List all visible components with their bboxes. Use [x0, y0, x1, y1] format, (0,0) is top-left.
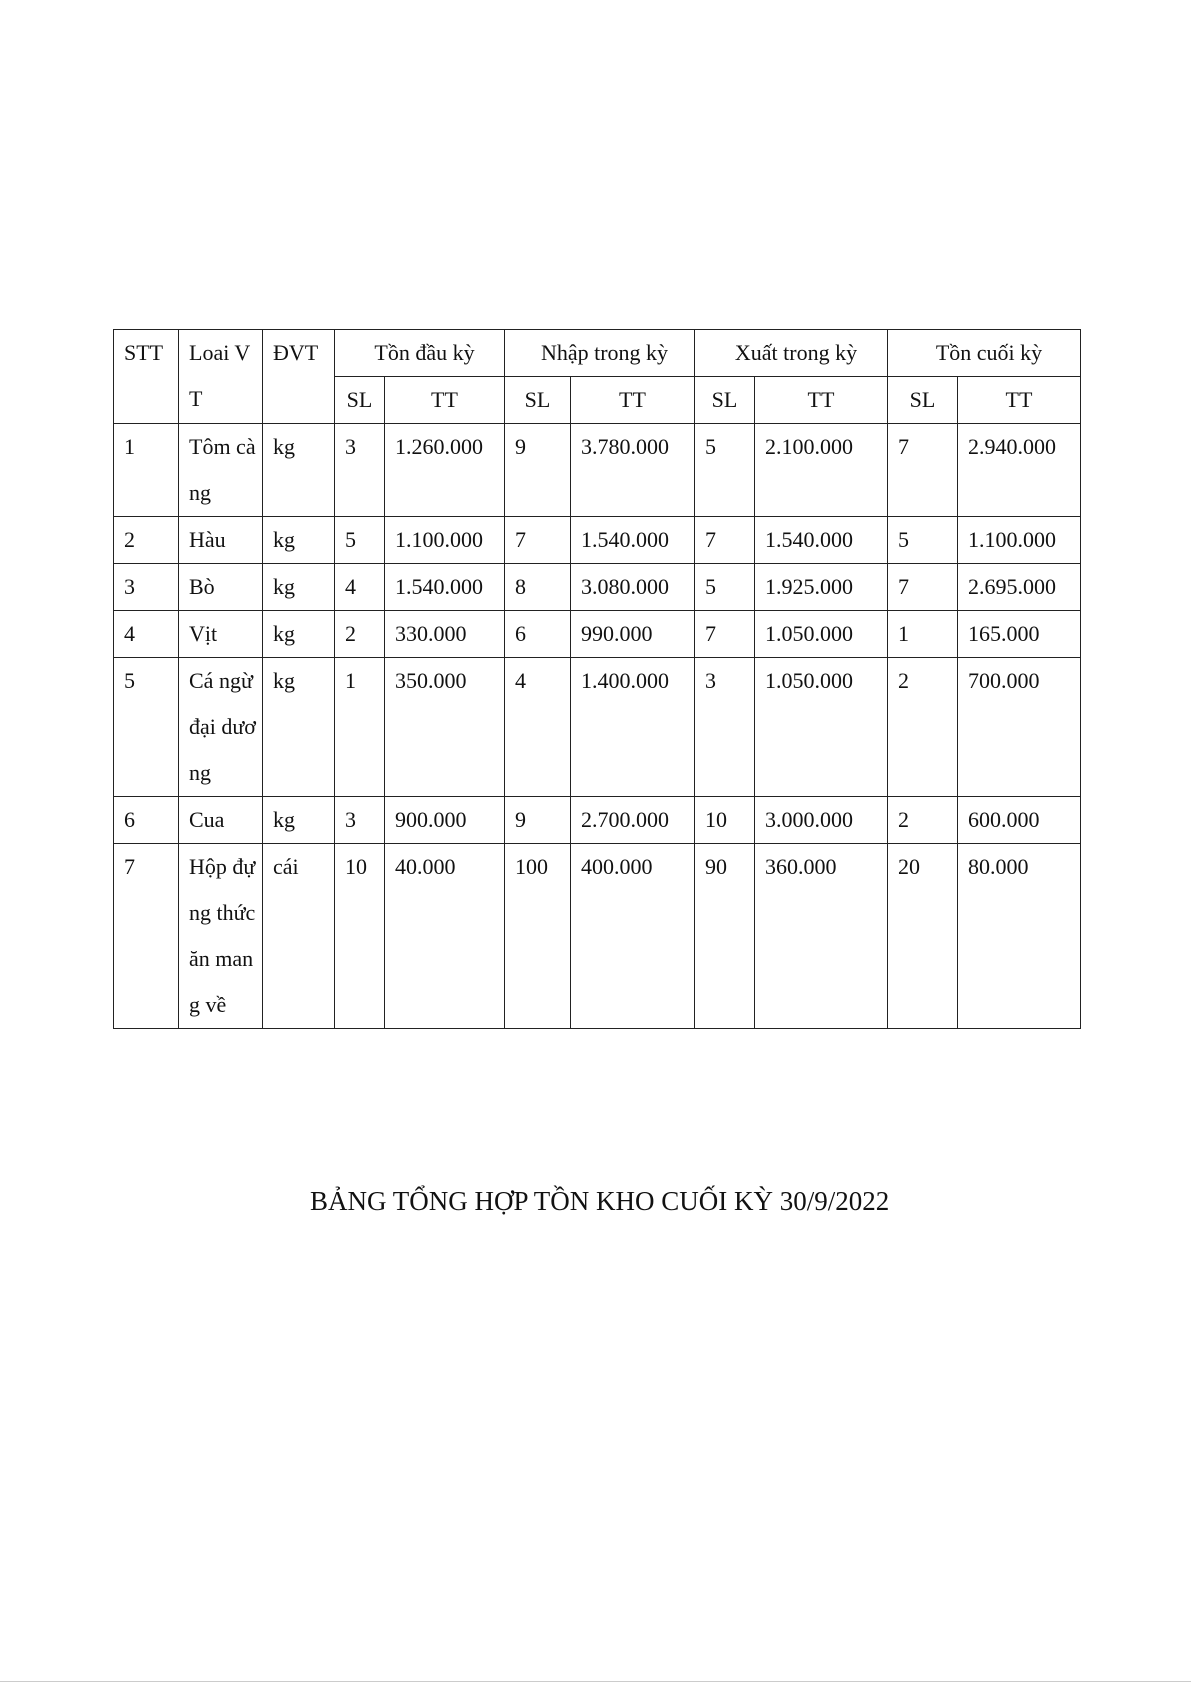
cell-unit: kg: [263, 517, 335, 564]
cell-opening-amount: 1.100.000: [385, 517, 505, 564]
cell-import-qty: 9: [505, 797, 571, 844]
cell-export-amount: 1.050.000: [755, 658, 888, 797]
cell-opening-amount: 40.000: [385, 844, 505, 1029]
cell-closing-amount: 600.000: [958, 797, 1081, 844]
cell-import-amount: 990.000: [571, 611, 695, 658]
subheader-tt: TT: [571, 377, 695, 424]
cell-unit: kg: [263, 424, 335, 517]
header-row-1: [114, 330, 1081, 377]
cell-stt: 6: [114, 797, 179, 844]
subheader-sl: SL: [335, 377, 385, 424]
cell-opening-amount: 350.000: [385, 658, 505, 797]
cell-unit: kg: [263, 611, 335, 658]
cell-item-name: Hộp đựng thức ăn mang về: [179, 844, 263, 1029]
cell-export-qty: 7: [695, 517, 755, 564]
cell-import-qty: 8: [505, 564, 571, 611]
cell-closing-qty: 2: [888, 658, 958, 797]
table-row: [114, 797, 1081, 844]
cell-closing-amount: 1.100.000: [958, 517, 1081, 564]
subheader-tt: TT: [958, 377, 1081, 424]
cell-export-amount: 2.100.000: [755, 424, 888, 517]
cell-export-qty: 5: [695, 424, 755, 517]
cell-opening-amount: 1.540.000: [385, 564, 505, 611]
cell-export-amount: 1.925.000: [755, 564, 888, 611]
cell-opening-qty: 3: [335, 424, 385, 517]
cell-export-amount: 1.050.000: [755, 611, 888, 658]
subheader-sl: SL: [888, 377, 958, 424]
cell-unit: kg: [263, 797, 335, 844]
cell-closing-qty: 2: [888, 797, 958, 844]
subheader-tt: TT: [755, 377, 888, 424]
table-row: [114, 611, 1081, 658]
header-dvt: ĐVT: [263, 330, 335, 424]
table-row: [114, 658, 1081, 797]
table-row: [114, 564, 1081, 611]
cell-closing-qty: 7: [888, 564, 958, 611]
cell-opening-qty: 10: [335, 844, 385, 1029]
cell-export-amount: 1.540.000: [755, 517, 888, 564]
cell-stt: 7: [114, 844, 179, 1029]
cell-import-qty: 6: [505, 611, 571, 658]
cell-item-name: Hàu: [179, 517, 263, 564]
cell-import-amount: 2.700.000: [571, 797, 695, 844]
table-row: [114, 424, 1081, 517]
cell-opening-amount: 330.000: [385, 611, 505, 658]
cell-unit: kg: [263, 564, 335, 611]
header-nhap-trong-ky: Nhập trong kỳ: [505, 330, 695, 377]
cell-import-qty: 100: [505, 844, 571, 1029]
subheader-sl: SL: [695, 377, 755, 424]
cell-export-qty: 7: [695, 611, 755, 658]
cell-unit: kg: [263, 658, 335, 797]
cell-closing-amount: 165.000: [958, 611, 1081, 658]
cell-import-qty: 4: [505, 658, 571, 797]
cell-import-amount: 400.000: [571, 844, 695, 1029]
subheader-sl: SL: [505, 377, 571, 424]
cell-import-amount: 3.780.000: [571, 424, 695, 517]
cell-opening-qty: 5: [335, 517, 385, 564]
cell-item-name: Cua: [179, 797, 263, 844]
cell-import-amount: 1.400.000: [571, 658, 695, 797]
cell-export-qty: 5: [695, 564, 755, 611]
cell-unit: cái: [263, 844, 335, 1029]
subheader-tt: TT: [385, 377, 505, 424]
cell-opening-qty: 4: [335, 564, 385, 611]
cell-closing-qty: 7: [888, 424, 958, 517]
header-xuat-trong-ky: Xuất trong kỳ: [695, 330, 888, 377]
cell-stt: 5: [114, 658, 179, 797]
table-row: [114, 844, 1081, 1029]
cell-import-qty: 7: [505, 517, 571, 564]
cell-closing-amount: 80.000: [958, 844, 1081, 1029]
cell-item-name: Tôm càng: [179, 424, 263, 517]
cell-item-name: Cá ngừ đại dương: [179, 658, 263, 797]
table-row: [114, 517, 1081, 564]
cell-stt: 1: [114, 424, 179, 517]
cell-export-amount: 3.000.000: [755, 797, 888, 844]
cell-export-qty: 10: [695, 797, 755, 844]
cell-import-amount: 3.080.000: [571, 564, 695, 611]
cell-opening-amount: 1.260.000: [385, 424, 505, 517]
cell-export-amount: 360.000: [755, 844, 888, 1029]
cell-opening-amount: 900.000: [385, 797, 505, 844]
cell-export-qty: 90: [695, 844, 755, 1029]
table-caption: BẢNG TỔNG HỢP TỒN KHO CUỐI KỲ 30/9/2022: [310, 1186, 890, 1216]
header-loai-vt: Loai VT: [179, 330, 263, 424]
cell-item-name: Vịt: [179, 611, 263, 658]
cell-stt: 3: [114, 564, 179, 611]
cell-closing-qty: 5: [888, 517, 958, 564]
cell-opening-qty: 3: [335, 797, 385, 844]
header-ton-dau-ky: Tồn đầu kỳ: [335, 330, 505, 377]
cell-closing-amount: 700.000: [958, 658, 1081, 797]
cell-stt: 2: [114, 517, 179, 564]
cell-opening-qty: 1: [335, 658, 385, 797]
cell-import-qty: 9: [505, 424, 571, 517]
page-bottom-rule: [0, 1681, 1191, 1682]
cell-import-amount: 1.540.000: [571, 517, 695, 564]
cell-closing-qty: 1: [888, 611, 958, 658]
cell-closing-amount: 2.940.000: [958, 424, 1081, 517]
inventory-table: [113, 329, 1081, 1029]
cell-export-qty: 3: [695, 658, 755, 797]
cell-closing-qty: 20: [888, 844, 958, 1029]
header-ton-cuoi-ky: Tồn cuối kỳ: [888, 330, 1081, 377]
cell-item-name: Bò: [179, 564, 263, 611]
header-stt: STT: [114, 330, 179, 424]
cell-stt: 4: [114, 611, 179, 658]
cell-opening-qty: 2: [335, 611, 385, 658]
cell-closing-amount: 2.695.000: [958, 564, 1081, 611]
